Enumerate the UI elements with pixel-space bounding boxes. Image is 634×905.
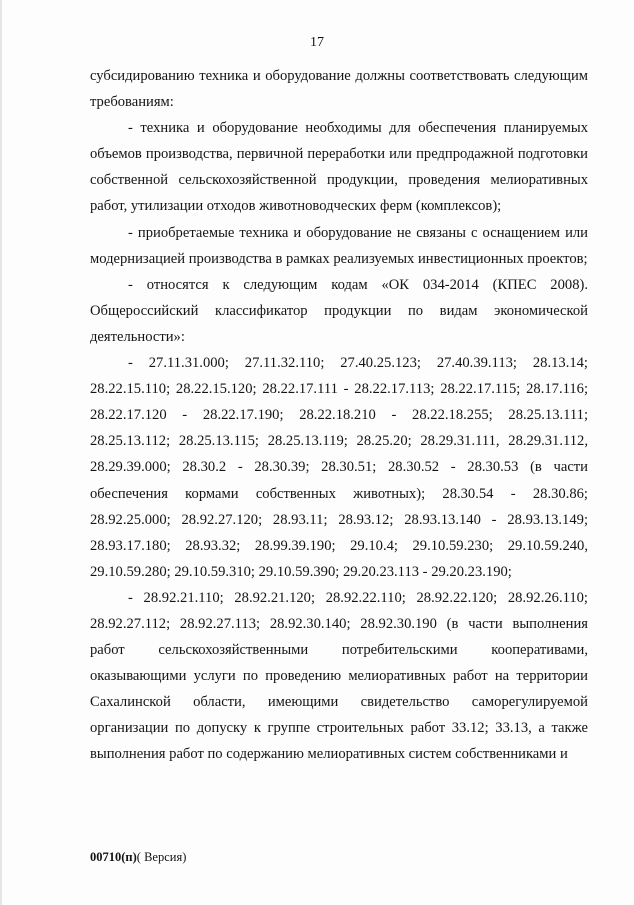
scan-edge <box>0 0 2 905</box>
paragraph-intro: субсидированию техника и оборудование должны соответствовать следующим требованиям: <box>90 68 588 111</box>
paragraph-requirement-3: - относятся к следующим кодам «ОК 034-2014 (КПЕС 2008). Общероссийский классификатор продукции по видам экономической деятельности»: <box>90 276 588 345</box>
paragraph-requirement-2: - приобретаемые техника и оборудование не связаны с оснащением или модернизацией производства в рамках реализуемых инвестиционных проектов; <box>90 224 588 267</box>
paragraph-codes-list-2: - 28.92.21.110; 28.92.21.120; 28.92.22.110; 28.92.22.120; 28.92.26.110; 28.92.27.112; 28.92.27.113; 28.92.30.140; 28.92.30.190 (в части выполнения работ сельскохозяйственными потребительскими кооперативами, оказывающими услуги по проведению мелиоративных работ на территории Сахалинской области, имеющими свидетельство саморегулируемой организации по допуску к группе строительных работ 33.12; 33.13, а также выполнения работ по содержанию мелиоративных систем собственниками и <box>90 589 588 763</box>
paragraph-requirement-1: - техника и оборудование необходимы для обеспечения планируемых объемов производства, первичной переработки или предпродажной подготовки собственной сельскохозяйственной продукции, проведения мелиоративных работ, утилизации отходов животноводческих ферм (комплексов); <box>90 120 588 215</box>
document-body <box>90 63 588 768</box>
paragraph-codes-list-1: - 27.11.31.000; 27.11.32.110; 27.40.25.123; 27.40.39.113; 28.13.14; 28.22.15.110; 28.22.15.120; 28.22.17.111 - 28.22.17.113; 28.22.17.115; 28.17.116; 28.22.17.120 - 28.22.17.190; 28.22.18.210 - 28.22.18.255; 28.25.13.111; 28.25.13.112; 28.25.13.115; 28.25.13.119; 28.25.20; 28.29.31.111, 28.29.31.112, 28.29.39.000; 28.30.2 - 28.30.39; 28.30.51; 28.30.52 - 28.30.53 (в части обеспечения кормами собственных животных); 28.30.54 - 28.30.86; 28.92.25.000; 28.92.27.120; 28.93.11; 28.93.12; 28.93.13.140 - 28.93.13.149; 28.93.17.180; 28.93.32; 28.99.39.190; 29.10.4; 29.10.59.230; 29.10.59.240, 29.10.59.280; 29.10.59.310; 29.10.59.390; 29.20.23.113 - 29.20.23.190; <box>90 355 588 580</box>
document-footer <box>90 850 186 865</box>
footer-version: ( Версия) <box>136 850 187 864</box>
footer-document-code: 00710(п) <box>90 850 137 864</box>
page-number: 17 <box>310 35 324 50</box>
